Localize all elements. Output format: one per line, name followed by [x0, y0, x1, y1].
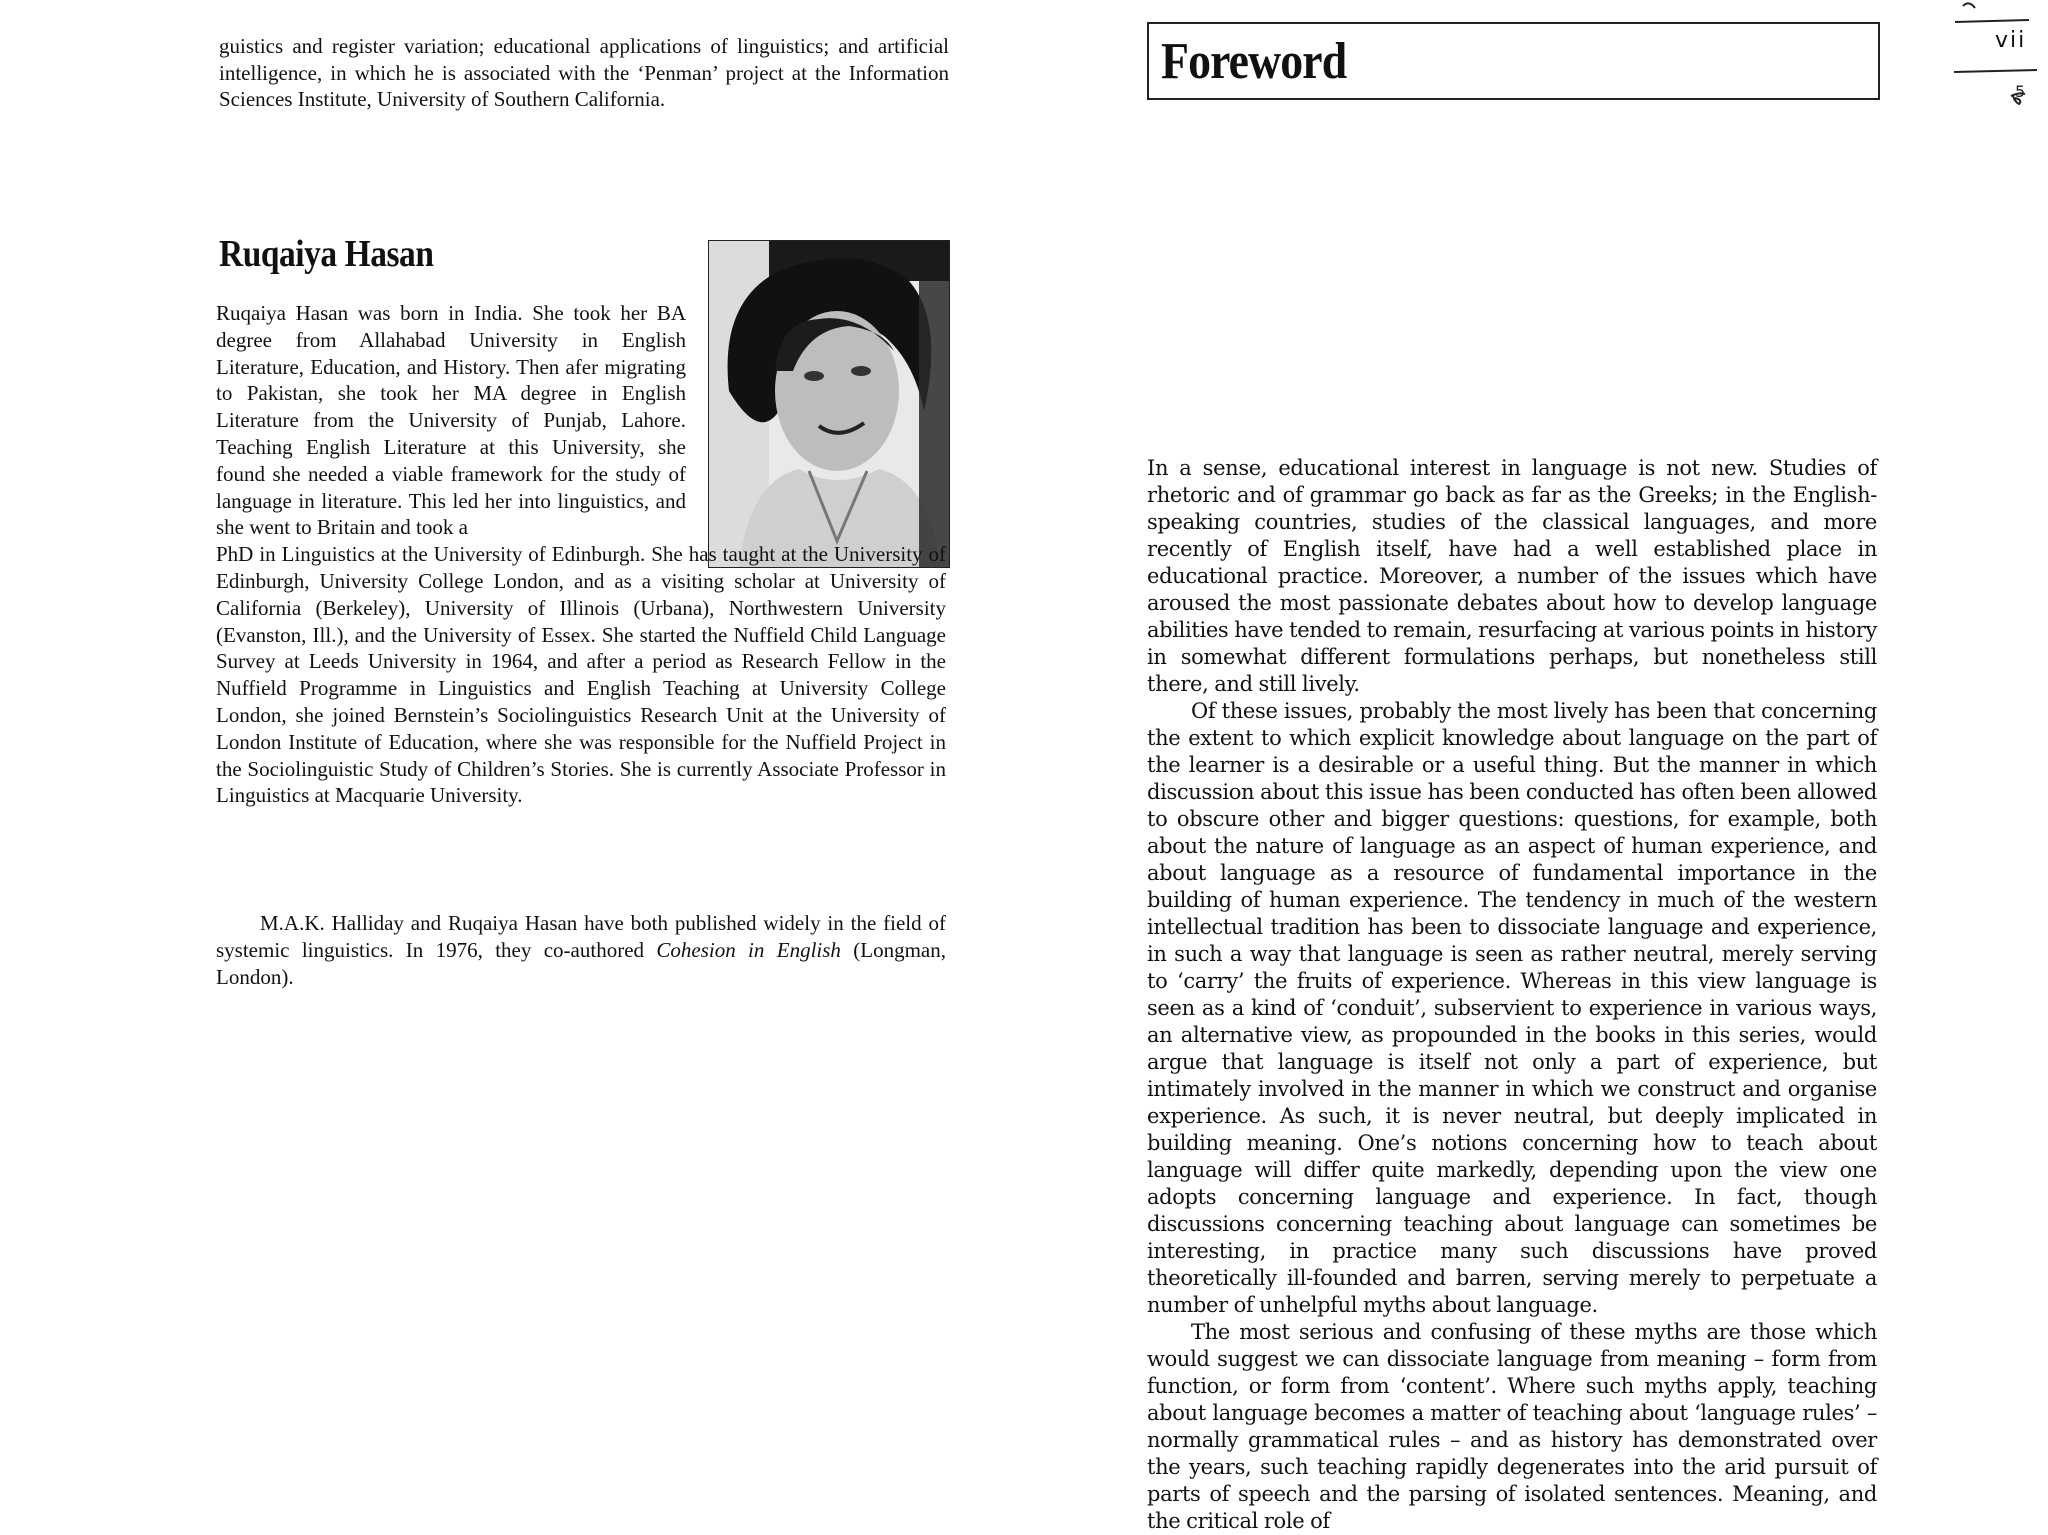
left-page — [0, 0, 1024, 1487]
handwriting-icon — [1949, 0, 2044, 120]
handwritten-page-number: vii — [1995, 28, 2027, 53]
book-title: Cohesion in English — [656, 937, 841, 962]
right-page — [1024, 0, 2048, 1533]
bio-heading: Ruqaiya Hasan — [219, 233, 434, 275]
foreword-paragraph-1: In a sense, educational interest in language is not new. Studies of rhetoric and of grammar go back as far as the Greeks; in the English-speaking countries, studies of the classical languages, and more recently of English itself, have had a well established place in educational practice. Moreover, a number of the issues which have aroused the most passionate debates about how to develop language abilities have tended to remain, resurfacing at various points in history in somewhat different formulations perhaps, but nonetheless still there, and still lively. — [1147, 456, 1877, 696]
foreword-paragraph-3: The most serious and confusing of these myths are those which would suggest we can dissociate language from meaning – form from function, or form from ‘content’. Where such myths apply, teaching about language becomes a matter of teaching about ‘language rules’ – normally grammatical rules – and as history has demonstrated over the years, such teaching rapidly degenerates into the arid pursuit of parts of speech and the parsing of isolated sentences. Meaning, and the critical role of — [1147, 1320, 1877, 1533]
foreword-title-box — [1147, 22, 1880, 100]
foreword-paragraph-2: Of these issues, probably the most lively has been that concerning the extent to which explicit knowledge about language on the part of the learner is a desirable or a useful thing. But the manner in which discussion about this issue has been conducted has often been allowed to obscure other and bigger questions: questions, for example, both about the nature of language as an aspect of human experience, and about language as a resource of fundamental importance in the building of human experience. The tendency in much of the western intellectual tradition has been to dissociate language and experience, in such a way that language is seen as rather neutral, merely serving to ‘carry’ the fruits of experience. Whereas in this view language is seen as a kind of ‘conduit’, subservient to experience in various ways, an alternative view, as propounded in the books in this series, would argue that language is itself not only a part of experience, but intimately involved in the manner in which we construct and organise experience. As such, it is never neutral, but deeply implicated in building meaning. One’s notions concerning how to teach about language will differ quite markedly, depending upon the view one adopts concerning language and experience. In fact, though discussions concerning teaching about language can sometimes be interesting, in practice many such discussions have proved theoretically ill-founded and barren, serving merely to perpetuate a number of unhelpful myths about language. — [1147, 699, 1877, 1317]
bio-continued-text: PhD in Linguistics at the University of Edinburgh. She has taught at the University of Edinburgh, University College London, and as a visiting scholar at University of California (Berkeley), University of Illinois (Urbana), Northwestern University (Evanston, Ill.), and the University of Essex. She started the Nuffield Child Language Survey at Leeds University in 1964, and after a period as Research Fellow in the Nuffield Programme in Linguistics and English Teaching at University College London, she joined Bernstein’s Sociolinguistics Research Unit at the University of London Institute of Education, where she was responsible for the Nuffield Project in the Sociolinguistic Study of Children’s Stories. She is currently Associate Professor in Linguistics at Macquarie University. — [216, 542, 946, 808]
bio-wrapped-text: Ruqaiya Hasan was born in India. She took her BA degree from Allahabad University in English Literature, Education, and History. Then afer migrating to Pakistan, she took her MA degree in English Literature from the University of Punjab, Lahore. Teaching English Literature at this University, she found she needed a viable framework for the study of language in literature. This led her into linguistics, and she went to Britain and took a — [216, 301, 686, 540]
bio-text — [216, 300, 946, 809]
handwritten-lower-mark: 5 — [2015, 82, 2026, 101]
coauthor-text: M.A.K. Halliday and Ruqaiya Hasan have both published widely in the field of systemic linguistics. In 1976, they co-authored — [216, 911, 946, 962]
foreword-body — [1147, 455, 1877, 1535]
coauthor-paragraph — [216, 910, 946, 990]
foreword-title: Foreword — [1161, 33, 1347, 90]
opening-paragraph: guistics and register variation; educational applications of linguistics; and artificial intelligence, in which he is associated with the ‘Penman’ project at the Information Sciences Institute, University of Southern California. — [219, 34, 949, 111]
handwritten-margin-note — [1949, 0, 2044, 120]
coauthor-publisher: (Longman, London). — [216, 937, 946, 989]
